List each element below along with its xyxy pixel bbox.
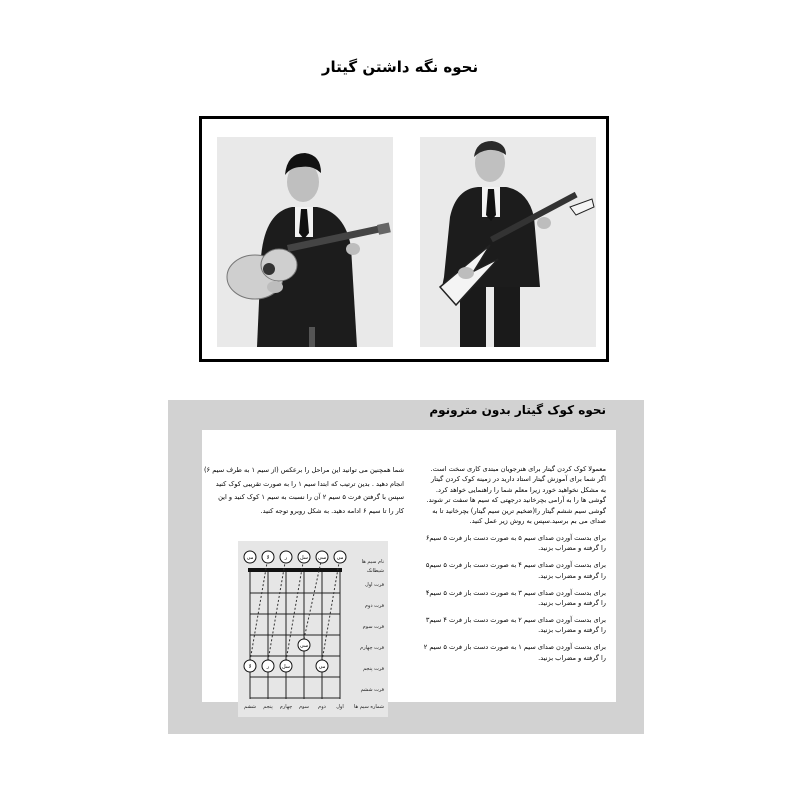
note-label: سی bbox=[317, 555, 327, 561]
text-line: صدای می بم برسید.سپس به روش زیر عمل کنید. bbox=[469, 517, 606, 526]
string-number-label: شماره سیم ها bbox=[353, 704, 384, 710]
text-line: معمولا کوک کردن گیتار برای هنرجویان مبتدی کاری سخت است. bbox=[430, 465, 606, 473]
tuning-inner bbox=[202, 430, 616, 710]
tuning-connector bbox=[250, 557, 268, 661]
fret-label: فرت اول bbox=[365, 582, 384, 588]
note-label: ر bbox=[284, 555, 288, 561]
text-line: گوشی سیم ششم گیتار را(ضخیم ترین سیم گیتار) بچرخانید تا به bbox=[432, 506, 606, 515]
tuning-instructions bbox=[406, 464, 606, 670]
step-block bbox=[406, 642, 606, 663]
intro-block bbox=[406, 464, 606, 526]
text-line: انجام دهید . بدین ترتیب که ابتدا سیم ۱ را به صورت تقریبی کوک کنید bbox=[215, 479, 404, 488]
text-line: برای بدست آوردن صدای سیم ۵ به صورت دست باز فرت ۵ سیم۶ bbox=[425, 533, 606, 542]
note-label: ر bbox=[266, 664, 270, 670]
text-line: را گرفته و مضراب بزنید. bbox=[538, 571, 606, 580]
open-note-markers bbox=[244, 551, 346, 563]
text-line: را گرفته و مضراب بزنید. bbox=[538, 653, 606, 662]
note-label: سل bbox=[300, 555, 308, 561]
text-line: را گرفته و مضراب بزنید. bbox=[538, 598, 606, 607]
string-number: سوم bbox=[299, 704, 309, 710]
note-label: می bbox=[318, 664, 326, 670]
fret-label: فرت دوم bbox=[364, 603, 384, 609]
string-number: چهارم bbox=[279, 704, 293, 710]
text-line: اگر شما برای آموزش گیتار استاد دارید در زمینه کوک کردن گیتار bbox=[431, 475, 606, 484]
nut-label: شیطانک bbox=[366, 568, 384, 574]
step-block bbox=[406, 560, 606, 581]
fretboard-diagram bbox=[238, 541, 388, 717]
string-names-label: نام سیم ها bbox=[361, 559, 384, 565]
step-block bbox=[406, 533, 606, 554]
fret-label: فرت چهارم bbox=[360, 645, 384, 651]
note-label: سل bbox=[282, 664, 290, 670]
page-title: نحوه نگه داشتن گیتار bbox=[321, 58, 479, 76]
text-line: سپس با گرفتن فرت ۵ سیم ۲ آن را نسبت به سیم ۱ کوک کنید و این bbox=[218, 493, 404, 501]
photo-acoustic-guitar bbox=[217, 137, 393, 347]
tuning-connector bbox=[268, 557, 286, 661]
fret-label: فرت سوم bbox=[362, 624, 384, 630]
photo-frame bbox=[199, 116, 609, 362]
string-number: اول bbox=[336, 704, 344, 710]
note-label: لا bbox=[248, 664, 252, 670]
text-line: را گرفته و مضراب بزنید. bbox=[538, 626, 606, 635]
reverse-tuning-text bbox=[203, 464, 404, 518]
text-line: گوشی ها را به آرامی بچرخانید درجهتی که سیم ها سفت تر شوند. bbox=[426, 496, 606, 505]
section-title: نحوه کوک گیتار بدون مترونوم bbox=[429, 403, 606, 417]
text-line: را گرفته و مضراب بزنید. bbox=[538, 544, 606, 553]
fret-label: فرت ششم bbox=[360, 687, 384, 693]
fret-label: فرت پنجم bbox=[363, 666, 384, 672]
tuning-panel bbox=[168, 400, 644, 734]
text-line: برای بدست آوردن صدای سیم ۴ به صورت دست باز فرت ۵ سیم۵ bbox=[425, 561, 606, 570]
string-number: پنجم bbox=[263, 704, 273, 710]
photo-electric-guitar bbox=[420, 137, 596, 347]
string-number: ششم bbox=[244, 704, 256, 710]
note-label: لا bbox=[266, 555, 270, 561]
text-line: برای بدست آوردن صدای سیم ۳ به صورت دست باز فرت ۵ سیم۴ bbox=[425, 588, 606, 597]
tuning-connector bbox=[322, 557, 340, 661]
string-number: دوم bbox=[318, 704, 326, 710]
text-line: به مشکل نخواهید خورد زیرا معلم شما را راهنمایی خواهد کرد. bbox=[435, 485, 606, 494]
text-line: شما همچنین می توانید این مراحل را برعکس (از سیم ۱ به طرف سیم ۶) bbox=[203, 466, 404, 474]
step-block bbox=[406, 588, 606, 609]
text-line: کار را تا سیم ۶ ادامه دهید. به شکل روبرو توجه کنید. bbox=[260, 506, 404, 515]
nut-bar bbox=[248, 568, 342, 572]
note-label: می bbox=[336, 555, 344, 561]
text-line: برای بدست آوردن صدای سیم ۱ به صورت دست باز فرت ۵ سیم ۲ bbox=[423, 643, 606, 652]
text-line: برای بدست آوردن صدای سیم ۲ به صورت دست باز فرت ۴ سیم۳ bbox=[425, 615, 606, 624]
step-block bbox=[406, 615, 606, 636]
note-label: سی bbox=[299, 643, 309, 649]
note-label: می bbox=[246, 555, 254, 561]
